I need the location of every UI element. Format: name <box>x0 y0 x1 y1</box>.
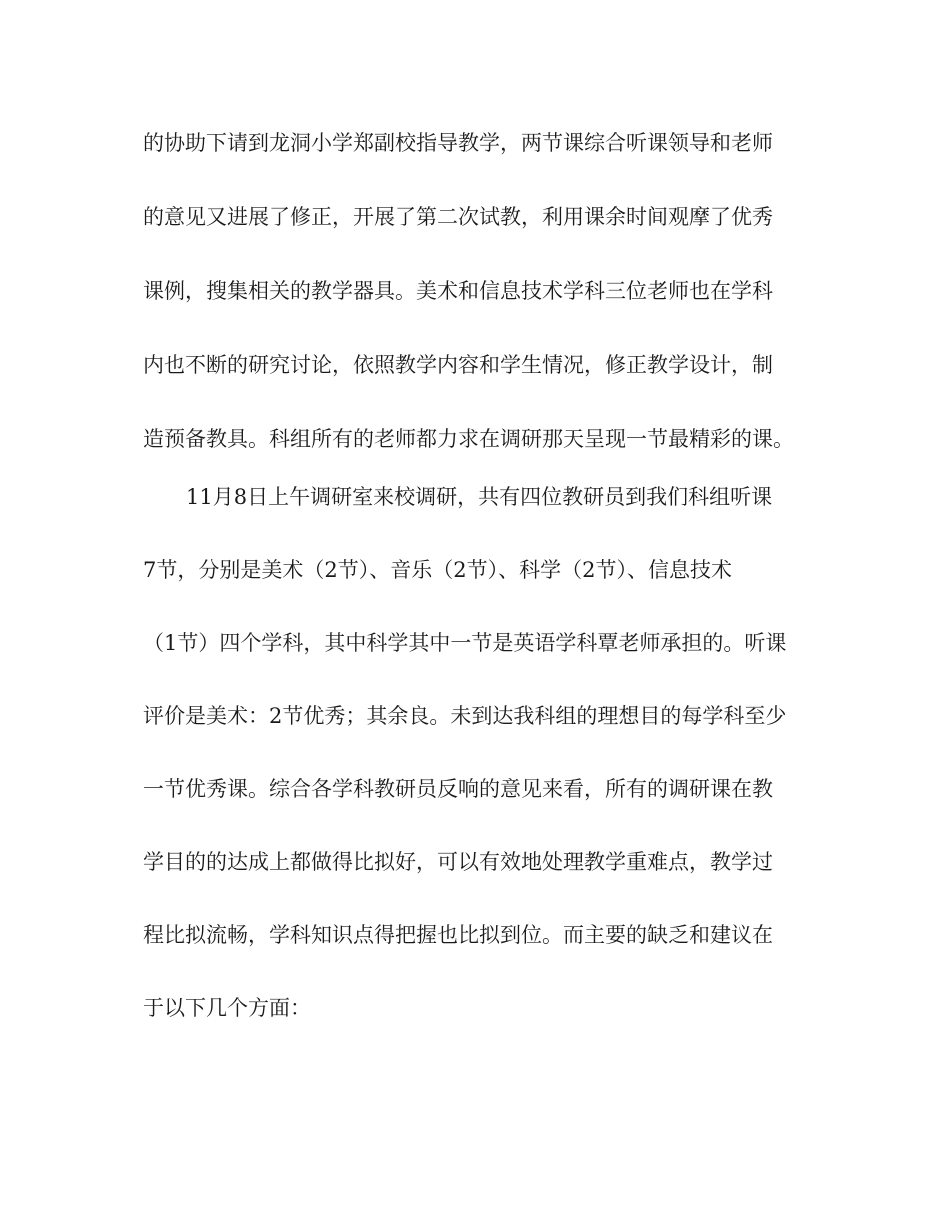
text-line-10-content: 一节优秀课。综合各学科教研员反响的意见来看，所有的调研课在教 <box>143 777 773 801</box>
text-line-2 <box>0 201 950 233</box>
text-line-7-content: 7节，分别是美术（2节）、音乐（2节）、科学（2节）、信息技术 <box>143 558 732 582</box>
text-line-12 <box>0 919 950 951</box>
text-line-11-content: 学目的的达成上都做得比拟好，可以有效地处理教学重难点，教学过 <box>143 850 773 874</box>
text-line-12-content: 程比拟流畅，学科知识点得把握也比拟到位。而主要的缺乏和建议在 <box>143 923 773 947</box>
text-line-11 <box>0 846 950 878</box>
text-line-8 <box>0 627 950 659</box>
text-line-10 <box>0 773 950 805</box>
text-line-7 <box>0 554 950 586</box>
text-line-3-content: 课例，搜集相关的教学器具。美术和信息技术学科三位老师也在学科 <box>143 279 773 303</box>
text-line-6-content: 11月8日上午调研室来校调研，共有四位教研员到我们科组听课 <box>186 485 773 509</box>
text-line-13 <box>0 992 950 1024</box>
text-line-4 <box>0 349 950 381</box>
text-line-9-content: 评价是美术：2节优秀；其余良。未到达我科组的理想目的每学科至少 <box>143 704 787 728</box>
text-line-4-content: 内也不断的研究讨论，依照教学内容和学生情况，修正教学设计，制 <box>143 353 773 377</box>
text-line-5 <box>0 423 950 455</box>
text-line-1 <box>0 127 950 159</box>
text-line-3 <box>0 275 950 307</box>
text-line-8-content: （1节）四个学科，其中科学其中一节是英语学科覃老师承担的。听课 <box>143 631 787 655</box>
text-line-2-content: 的意见又进展了修正，开展了第二次试教，利用课余时间观摩了优秀 <box>143 205 773 229</box>
text-line-13-content: 于以下几个方面： <box>143 996 311 1020</box>
text-line-1-content: 的协助下请到龙洞小学郑副校指导教学，两节课综合听课领导和老师 <box>143 131 773 155</box>
text-line-5-content: 造预备教具。科组所有的老师都力求在调研那天呈现一节最精彩的课。 <box>143 427 794 451</box>
text-line-9 <box>0 700 950 732</box>
text-line-6 <box>0 481 950 513</box>
